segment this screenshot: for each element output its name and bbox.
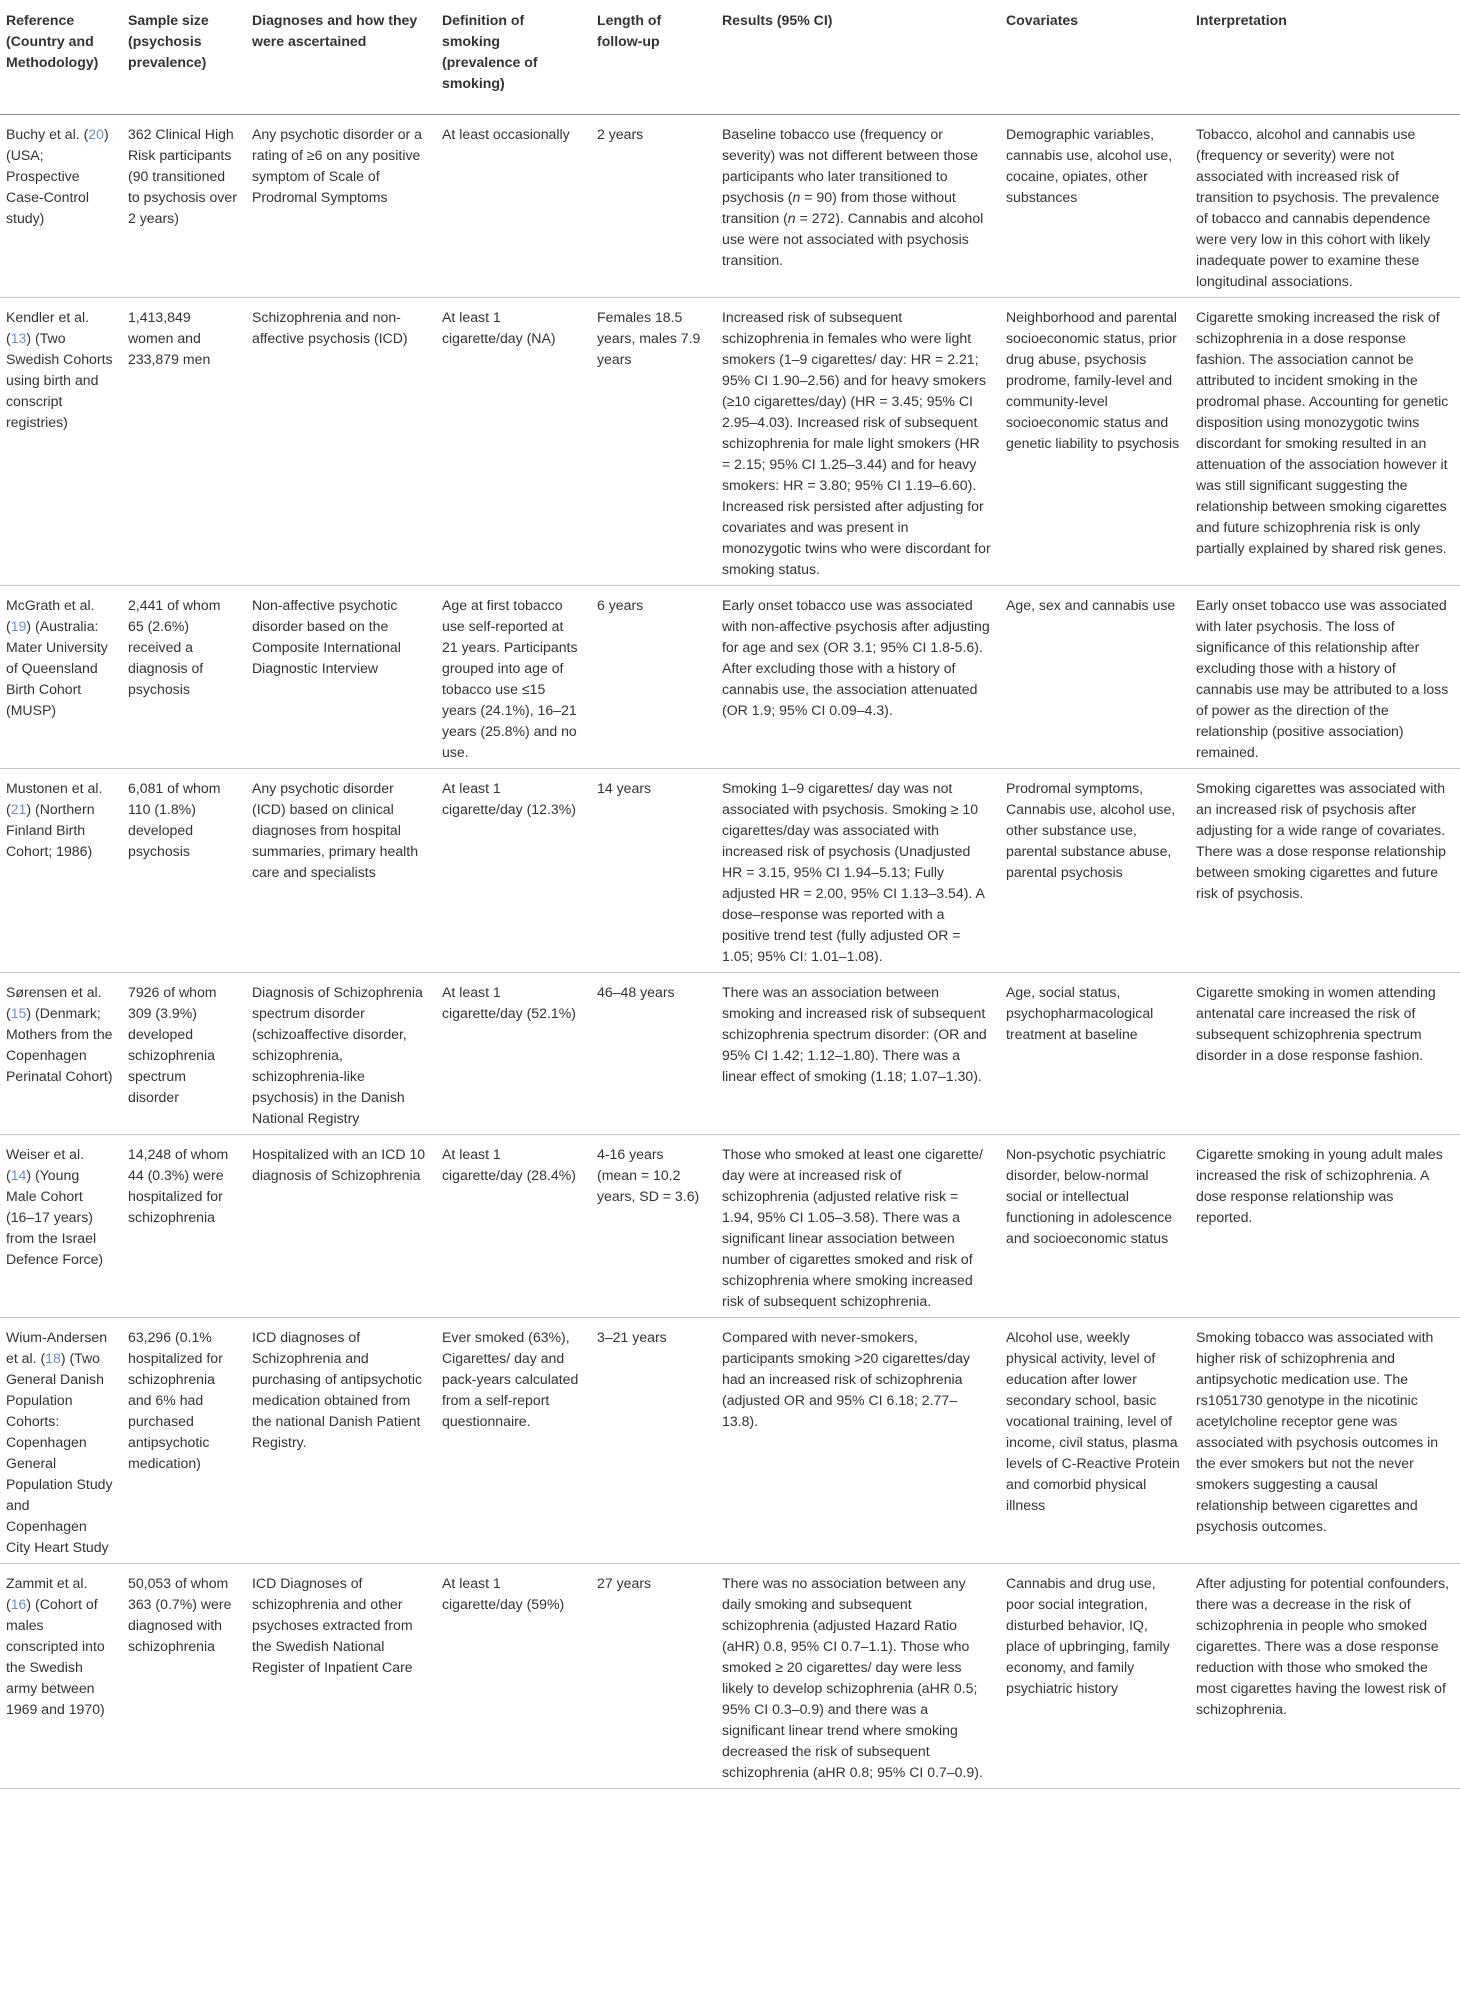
diagnoses-cell: Any psychotic disorder or a rating of ≥6 on any positive symptom of Scale of Prodromal Symptoms [252, 126, 422, 205]
table-row [0, 115, 1460, 298]
sample-size-cell: 50,053 of whom 363 (0.7%) were diagnosed with schizophrenia [128, 1575, 232, 1654]
results-text: = 272). Cannabis and alcohol use were not associated with psychosis transition. [722, 210, 984, 268]
follow-up-cell: 6 years [597, 597, 644, 613]
reference-detail: (Northern Finland Birth Cohort; 1986) [6, 801, 95, 859]
sample-size-cell: 1,413,849 women and 233,879 men [128, 309, 211, 367]
sample-size-cell: 6,081 of whom 110 (1.8%) developed psychosis [128, 780, 221, 859]
citation-link[interactable]: 16 [10, 1596, 27, 1612]
diagnoses-cell: Hospitalized with an ICD 10 diagnosis of Schizophrenia [252, 1146, 426, 1183]
follow-up-cell: 2 years [597, 126, 644, 142]
reference-cell: Mustonen et al. (21) (Northern Finland Birth Cohort; 1986) [6, 780, 103, 859]
interpretation-cell: Early onset tobacco use was associated with later psychosis. The loss of significance of this relationship after excluding those with a history of cannabis use may be attributed to a loss of power as the direction of the relationship (positive association) remained. [1196, 597, 1449, 760]
results-cell: Smoking 1–9 cigarettes/ day was not associated with psychosis. Smoking ≥ 10 cigarettes/day was associated with increased risk of psychosis (Unadjusted HR = 3.15, 95% CI 1.94–5.13; Fully adjusted HR = 2.00, 95% CI 1.13–3.54). A dose–response was reported with a positive trend test (fully adjusted OR = 1.05; 95% CI: 1.01–1.08). [722, 780, 985, 964]
smoking-definition-cell: At least 1 cigarette/day (28.4%) [442, 1146, 576, 1183]
interpretation-cell: After adjusting for potential confounders, there was a decrease in the risk of schizophrenia in people who smoked cigarettes. There was a dose response reduction with those who smoked the most cigarettes having the lowest risk of schizophrenia. [1196, 1575, 1450, 1717]
sample-size-cell: 63,296 (0.1% hospitalized for schizophrenia and 6% had purchased antipsychotic medication) [128, 1329, 223, 1471]
header-smoking-definition: Definition of smoking (prevalence of smoking) [436, 0, 591, 115]
covariates-cell: Non-psychotic psychiatric disorder, below-normal social or intellectual functioning in adolescence and socioeconomic status [1006, 1146, 1173, 1246]
follow-up-cell: 27 years [597, 1575, 652, 1591]
covariates-cell: Cannabis and drug use, poor social integration, disturbed behavior, IQ, place of upbringing, family economy, and family psychiatric history [1006, 1575, 1170, 1696]
smoking-definition-cell: Age at first tobacco use self-reported at 21 years. Participants grouped into age of tobacco use ≤15 years (24.1%), 16–21 years (25.8%) and no use. [442, 597, 578, 760]
smoking-definition-cell: At least 1 cigarette/day (NA) [442, 309, 556, 346]
reference-author: McGrath et al. [6, 597, 95, 613]
results-cell: Compared with never-smokers, participants smoking >20 cigarettes/day had an increased risk of schizophrenia (adjusted OR and 95% CI 6.18; 2.77–13.8). [722, 1329, 970, 1429]
reference-detail: (Denmark; Mothers from the Copenhagen Perinatal Cohort) [6, 1005, 113, 1084]
results-text: Baseline tobacco use (frequency or severity) was not different between those participants who later transitioned to psychosis ( [722, 126, 978, 205]
results-n-symbol: n [787, 210, 796, 226]
reference-cell: Wium-Andersen et al. (18) (Two General Danish Population Cohorts: Copenhagen General Population Study and Copenhagen City Heart Study [6, 1329, 113, 1555]
header-diagnoses: Diagnoses and how they were ascertained [246, 0, 436, 115]
header-follow-up: Length of follow-up [591, 0, 716, 115]
reference-cell: Weiser et al. (14) (Young Male Cohort (16–17 years) from the Israel Defence Force) [6, 1146, 104, 1267]
reference-cell: Buchy et al. (20) (USA; Prospective Case-Control study) [6, 126, 109, 226]
follow-up-cell: 14 years [597, 780, 652, 796]
follow-up-cell: 46–48 years [597, 984, 675, 1000]
covariates-cell: Demographic variables, cannabis use, alcohol use, cocaine, opiates, other substances [1006, 126, 1173, 205]
citation-link[interactable]: 18 [45, 1350, 61, 1366]
table-row [0, 769, 1460, 973]
diagnoses-cell: Non-affective psychotic disorder based on the Composite International Diagnostic Interview [252, 597, 401, 676]
follow-up-cell: Females 18.5 years, males 7.9 years [597, 309, 701, 367]
results-n-symbol: n [792, 189, 801, 205]
covariates-cell: Neighborhood and parental socioeconomic status, prior drug abuse, psychosis prodrome, family-level and community-level socioeconomic status and genetic liability to psychosis [1006, 309, 1180, 451]
diagnoses-cell: Any psychotic disorder (ICD) based on clinical diagnoses from hospital summaries, primary health care and specialists [252, 780, 419, 880]
reference-cell: Sørensen et al. (15) (Denmark; Mothers from the Copenhagen Perinatal Cohort) [6, 984, 113, 1084]
interpretation-cell: Cigarette smoking increased the risk of schizophrenia in a dose response fashion. The association cannot be attributed to incident smoking in the prodromal phase. Accounting for genetic disposition using monozygotic twins discordant for smoking resulted in an attenuation of the association however it was still significant suggesting the relationship between smoking cigarettes and future schizophrenia risk is only partially explained by shared risk genes. [1196, 309, 1449, 556]
table-row [0, 1318, 1460, 1564]
interpretation-cell: Cigarette smoking in young adult males increased the risk of schizophrenia. A dose response relationship was reported. [1196, 1146, 1443, 1225]
header-reference: Reference (Country and Methodology) [0, 0, 122, 115]
citation-link[interactable]: 13 [10, 330, 27, 346]
reference-detail: (Two Swedish Cohorts using birth and conscript registries) [6, 330, 113, 430]
follow-up-cell: 3–21 years [597, 1329, 667, 1345]
reference-author: Weiser et al. [6, 1146, 85, 1162]
reference-detail: (Australia: Mater University of Queensland Birth Cohort (MUSP) [6, 618, 108, 718]
sample-size-cell: 14,248 of whom 44 (0.3%) were hospitalized for schizophrenia [128, 1146, 229, 1225]
diagnoses-cell: ICD Diagnoses of schizophrenia and other psychoses extracted from the Swedish National Register of Inpatient Care [252, 1575, 413, 1675]
table-row [0, 973, 1460, 1135]
citation-link[interactable]: 19 [10, 618, 27, 634]
results-text: = 90) from those without transition ( [722, 189, 956, 226]
header-interpretation: Interpretation [1190, 0, 1460, 115]
diagnoses-cell: Schizophrenia and non-affective psychosis (ICD) [252, 309, 408, 346]
reference-detail: (Two General Danish Population Cohorts: Copenhagen General Population Study and Copenhagen City Heart Study [6, 1350, 113, 1555]
header-row [0, 0, 1460, 115]
reference-cell: McGrath et al. (19) (Australia: Mater University of Queensland Birth Cohort (MUSP) [6, 597, 108, 718]
smoking-definition-cell: Ever smoked (63%), Cigarettes/ day and pack-years calculated from a self-report questionnaire. [442, 1329, 579, 1429]
table-row [0, 1135, 1460, 1318]
smoking-definition-cell: At least 1 cigarette/day (12.3%) [442, 780, 576, 817]
results-cell: There was an association between smoking and increased risk of subsequent schizophrenia spectrum disorder: (OR and 95% CI 1.42; 1.12–1.80). There was a linear effect of smoking (1.18; 1.07–1.30). [722, 984, 987, 1084]
citation-link[interactable]: 20 [88, 126, 104, 142]
covariates-cell: Alcohol use, weekly physical activity, level of education after lower secondary school, basic vocational training, level of income, civil status, plasma levels of C-Reactive Protein and comorbid physical illness [1006, 1329, 1180, 1513]
smoking-definition-cell: At least 1 cigarette/day (59%) [442, 1575, 565, 1612]
reference-author: Mustonen et al. [6, 780, 103, 796]
table-row [0, 1564, 1460, 1789]
reference-detail: (Cohort of males conscripted into the Swedish army between 1969 and 1970) [6, 1596, 105, 1717]
covariates-cell: Age, sex and cannabis use [1006, 597, 1176, 613]
header-covariates: Covariates [1000, 0, 1190, 115]
interpretation-cell: Cigarette smoking in women attending antenatal care increased the risk of subsequent schizophrenia spectrum disorder in a dose response fashion. [1196, 984, 1436, 1063]
smoking-definition-cell: At least 1 cigarette/day (52.1%) [442, 984, 576, 1021]
reference-cell: Zammit et al. (16) (Cohort of males conscripted into the Swedish army between 1969 and 1970) [6, 1575, 105, 1717]
results-cell: Increased risk of subsequent schizophrenia in females who were light smokers (1–9 cigarettes/ day: HR = 2.21; 95% CI 1.90–2.56) and for heavy smokers (≥10 cigarettes/day) (HR = 3.45; 95% CI 2.95–4.03). Increased risk of subsequent schizophrenia for male light smokers (HR = 2.15; 95% CI 1.25–3.44) and for heavy smokers: HR = 3.80; 95% CI 1.19–6.60). Increased risk persisted after adjusting for covariates and was present in monozygotic twins who were discordant for smoking status. [722, 309, 991, 577]
citation-link[interactable]: 21 [10, 801, 27, 817]
reference-author: Wium-Andersen et al. [6, 1329, 108, 1366]
header-sample-size: Sample size (psychosis prevalence) [122, 0, 246, 115]
reference-author: Buchy et al. [6, 126, 80, 142]
sample-size-cell: 7926 of whom 309 (3.9%) developed schizophrenia spectrum disorder [128, 984, 217, 1105]
results-cell: Early onset tobacco use was associated with non-affective psychosis after adjusting for age and sex (OR 3.1; 95% CI 1.8-5.6). After excluding those with a history of cannabis use, the association attenuated (OR 1.9; 95% CI 0.09–4.3). [722, 597, 990, 718]
results-cell: Those who smoked at least one cigarette/ day were at increased risk of schizophrenia (adjusted relative risk = 1.94, 95% CI 1.05–3.58). There was a significant linear association between number of cigarettes smoked and risk of schizophrenia where smoking increased risk of subsequent schizophrenia. [722, 1146, 983, 1309]
smoking-definition-cell: At least occasionally [442, 126, 570, 142]
interpretation-cell: Smoking tobacco was associated with higher risk of schizophrenia and antipsychotic medication use. The rs1051730 genotype in the nicotinic acetylcholine receptor gene was associated with psychosis outcomes in the ever smokers but not the never smokers suggesting a causal relationship between cigarettes and psychosis outcomes. [1196, 1329, 1439, 1534]
diagnoses-cell: ICD diagnoses of Schizophrenia and purchasing of antipsychotic medication obtained from the national Danish Patient Registry. [252, 1329, 423, 1450]
citation-link[interactable]: 15 [10, 1005, 27, 1021]
citation-link[interactable]: 14 [10, 1167, 27, 1183]
reference-author: Kendler et al. [6, 309, 90, 325]
follow-up-cell: 4-16 years (mean = 10.2 years, SD = 3.6) [597, 1146, 700, 1204]
sample-size-cell: 362 Clinical High Risk participants (90 transitioned to psychosis over 2 years) [128, 126, 237, 226]
reference-detail: (USA; Prospective Case-Control study) [6, 147, 90, 226]
table-row [0, 298, 1460, 586]
reference-author: Zammit et al. [6, 1575, 88, 1591]
interpretation-cell: Tobacco, alcohol and cannabis use (frequency or severity) were not associated with increased risk of transition to psychosis. The prevalence of tobacco and cannabis dependence were very low in this cohort with likely inadequate power to examine these longitudinal associations. [1196, 126, 1440, 289]
reference-cell: Kendler et al. (13) (Two Swedish Cohorts using birth and conscript registries) [6, 309, 113, 430]
results-cell: There was no association between any daily smoking and subsequent schizophrenia (adjusted Hazard Ratio (aHR) 0.8, 95% CI 0.7–1.1). Those who smoked ≥ 20 cigarettes/ day were less likely to develop schizophrenia (aHR 0.5; 95% CI 0.3–0.9) and there was a significant linear trend where smoking decreased the risk of subsequent schizophrenia (aHR 0.8; 95% CI 0.7–0.9). [722, 1575, 983, 1780]
diagnoses-cell: Diagnosis of Schizophrenia spectrum disorder (schizoaffective disorder, schizophrenia, schizophrenia-like psychosis) in the Danish National Registry [252, 984, 423, 1126]
covariates-cell: Age, social status, psychopharmacological treatment at baseline [1006, 984, 1154, 1042]
interpretation-cell: Smoking cigarettes was associated with an increased risk of psychosis after adjusting for a wide range of covariates. There was a dose response relationship between smoking cigarettes and future risk of psychosis. [1196, 780, 1446, 901]
header-results: Results (95% CI) [716, 0, 1000, 115]
reference-author: Sørensen et al. [6, 984, 102, 1000]
results-cell [716, 115, 1000, 298]
table-row [0, 586, 1460, 769]
sample-size-cell: 2,441 of whom 65 (2.6%) received a diagnosis of psychosis [128, 597, 221, 697]
reference-detail: (Young Male Cohort (16–17 years) from the Israel Defence Force) [6, 1167, 104, 1267]
covariates-cell: Prodromal symptoms, Cannabis use, alcohol use, other substance use, parental substance abuse, parental psychosis [1006, 780, 1176, 880]
